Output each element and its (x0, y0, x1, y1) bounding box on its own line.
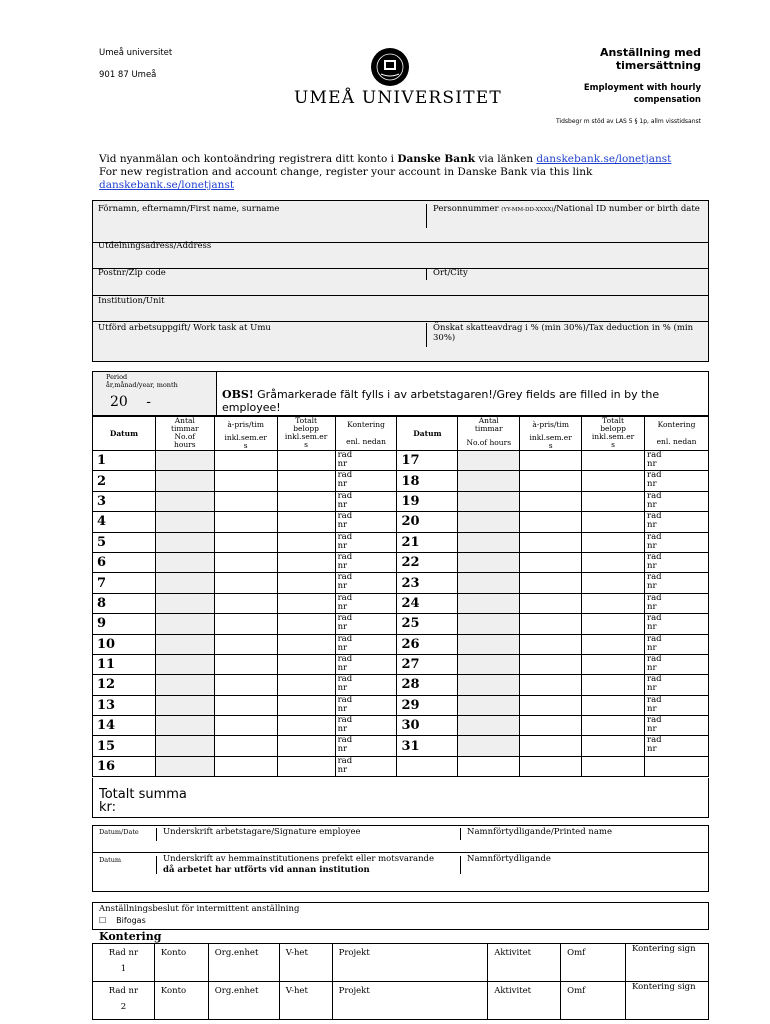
total-cell[interactable] (277, 512, 335, 532)
day-label: 7 (93, 573, 156, 593)
printed-name-field[interactable]: Namnförtydligande/Printed name (467, 827, 612, 837)
personal-details-box (92, 200, 709, 362)
account-cell[interactable]: rad nr (335, 512, 397, 532)
university-logo-text: UMEÅ UNIVERSITET (294, 88, 502, 108)
day-label: 11 (93, 654, 156, 674)
work-task-field[interactable]: Utförd arbetsuppgift/ Work task at Umu (98, 323, 271, 333)
col-account: Kontering enl. nedan (335, 417, 397, 451)
total-cell[interactable] (582, 614, 645, 634)
day-label: 19 (397, 491, 458, 511)
form-title-sv-line2: timersättning (615, 59, 701, 72)
period-dash: - (146, 394, 152, 410)
kontering-rad-nr: Rad nr 1 (93, 944, 155, 982)
kontering-field[interactable]: Kontering sign (626, 982, 709, 1020)
hours-input[interactable] (458, 695, 520, 715)
rate-cell[interactable] (214, 593, 277, 613)
rate-cell[interactable] (520, 634, 582, 654)
hours-input[interactable] (458, 593, 520, 613)
kontering-field[interactable]: Aktivitet (488, 982, 561, 1020)
hours-input[interactable] (458, 716, 520, 736)
rate-cell[interactable] (520, 736, 582, 756)
col-total-2: Totalt belopp inkl.sem.er s (582, 417, 645, 451)
hours-input[interactable] (155, 736, 214, 756)
kontering-field[interactable]: Org.enhet (208, 944, 279, 982)
total-section (92, 778, 709, 818)
attached-label: Bifogas (116, 916, 146, 925)
kontering-field[interactable]: Omf (561, 982, 626, 1020)
rate-cell[interactable] (214, 552, 277, 572)
day-label: 3 (93, 491, 156, 511)
day-label: 5 (93, 532, 156, 552)
total-cell[interactable] (277, 573, 335, 593)
total-cell[interactable] (277, 614, 335, 634)
institution-field[interactable]: Institution/Unit (98, 296, 165, 306)
kontering-field[interactable]: V-het (279, 982, 332, 1020)
form-title-en (584, 82, 701, 106)
hours-input[interactable] (458, 451, 520, 471)
col-rate: à-pris/tim inkl.sem.er s (214, 417, 277, 451)
hours-input[interactable] (155, 451, 214, 471)
rate-cell[interactable] (520, 695, 582, 715)
day-label: 4 (93, 512, 156, 532)
account-cell[interactable]: rad nr (335, 634, 397, 654)
hours-input[interactable] (155, 695, 214, 715)
total-cell[interactable] (582, 451, 645, 471)
account-cell[interactable]: rad nr (335, 654, 397, 674)
total-cell[interactable] (277, 675, 335, 695)
danske-bank-link[interactable]: danskebank.se/lonetjanst (536, 153, 672, 165)
total-cell[interactable] (582, 654, 645, 674)
day-label: 30 (397, 716, 458, 736)
total-cell[interactable] (582, 736, 645, 756)
day-label: 25 (397, 614, 458, 634)
rate-cell[interactable] (520, 491, 582, 511)
account-cell[interactable]: rad nr (335, 614, 397, 634)
hours-input[interactable] (155, 614, 214, 634)
table-row (93, 491, 709, 511)
kontering-row (93, 982, 709, 1020)
total-cell[interactable] (277, 532, 335, 552)
account-cell[interactable]: rad nr (645, 675, 709, 695)
day-label: 20 (397, 512, 458, 532)
table-row (93, 716, 709, 736)
hours-input[interactable] (458, 552, 520, 572)
day-label: 24 (397, 593, 458, 613)
rate-cell[interactable] (214, 471, 277, 491)
hours-input[interactable] (155, 512, 214, 532)
obs-label: OBS! (222, 388, 254, 401)
account-cell[interactable]: rad nr (335, 716, 397, 736)
hours-input[interactable] (155, 471, 214, 491)
hours-input[interactable] (155, 573, 214, 593)
day-label: 23 (397, 573, 458, 593)
address-field[interactable]: Utdelningsadress/Address (98, 241, 212, 251)
day-label: 9 (93, 614, 156, 634)
total-cell[interactable] (277, 736, 335, 756)
table-row (93, 634, 709, 654)
day-label: 21 (397, 532, 458, 552)
rate-cell[interactable] (214, 532, 277, 552)
account-cell[interactable]: rad nr (335, 471, 397, 491)
rate-cell[interactable] (214, 654, 277, 674)
checkbox-icon[interactable]: ☐ (99, 916, 107, 925)
form-title-sv-line1: Anställning med (599, 46, 701, 59)
hours-input[interactable] (458, 471, 520, 491)
kontering-field[interactable]: Projekt (332, 944, 488, 982)
day-label: 2 (93, 471, 156, 491)
col-hours: Antal timmar No.of hours (155, 417, 214, 451)
table-row (93, 532, 709, 552)
prefect-signature-field[interactable]: Underskrift av hemmainstitutionens prefekt eller motsvarande då arbetet har utförts vid annan institution (163, 854, 435, 875)
intro-text (99, 153, 709, 192)
table-row (93, 593, 709, 613)
intro-sv-mid: via länken (475, 153, 537, 165)
kontering-field[interactable]: Projekt (332, 982, 488, 1020)
table-row (93, 573, 709, 593)
col-hours-2: Antal timmar No.of hours (458, 417, 520, 451)
table-row (93, 512, 709, 532)
col-rate-2: à-pris/tim inkl.sem.er s (520, 417, 582, 451)
total-cell[interactable] (277, 756, 335, 776)
day-label: 22 (397, 552, 458, 572)
time-table (92, 416, 709, 777)
kontering-row (93, 944, 709, 982)
day-label: 29 (397, 695, 458, 715)
total-cell[interactable] (582, 471, 645, 491)
total-cell[interactable] (582, 593, 645, 613)
hours-input[interactable] (155, 532, 214, 552)
empty-cell (458, 756, 520, 776)
total-cell[interactable] (277, 654, 335, 674)
kontering-field[interactable]: Konto (154, 944, 208, 982)
total-cell[interactable] (277, 471, 335, 491)
hours-input[interactable] (458, 491, 520, 511)
legal-note: Tidsbegr m stöd av LAS 5 § 1p, allm visstidsanst (555, 118, 701, 125)
day-label: 8 (93, 593, 156, 613)
kontering-rad-nr: Rad nr 2 (93, 982, 155, 1020)
total-cell[interactable] (277, 552, 335, 572)
account-cell[interactable]: rad nr (645, 451, 709, 471)
total-cell[interactable] (277, 695, 335, 715)
total-cell[interactable] (582, 573, 645, 593)
empty-cell (582, 756, 645, 776)
total-cell[interactable] (277, 593, 335, 613)
hours-input[interactable] (155, 634, 214, 654)
form-title-en-line1: Employment with hourly (583, 83, 701, 93)
zip-field[interactable]: Postnr/Zip code (98, 268, 166, 278)
signature-date-label: Datum/Date (99, 828, 139, 836)
hours-input[interactable] (155, 552, 214, 572)
day-label: 15 (93, 736, 156, 756)
hours-input[interactable] (155, 491, 214, 511)
pnr-format: (YY-MM-DD-XXXX) (501, 207, 554, 213)
day-label: 12 (93, 675, 156, 695)
day-label: 10 (93, 634, 156, 654)
kontering-field[interactable]: Konto (154, 982, 208, 1020)
form-title-en-line2: compensation (633, 95, 701, 105)
rate-cell[interactable] (520, 573, 582, 593)
hours-input[interactable] (458, 654, 520, 674)
kontering-field[interactable]: Kontering sign (626, 944, 709, 982)
account-cell[interactable]: rad nr (645, 491, 709, 511)
total-cell[interactable] (582, 552, 645, 572)
tax-deduction-field[interactable]: Önskat skatteavdrag i % (min 30%)/Tax deduction in % (min 30%) (433, 323, 694, 343)
day-label: 14 (93, 716, 156, 736)
rate-cell[interactable] (214, 675, 277, 695)
account-cell[interactable]: rad nr (335, 573, 397, 593)
rate-cell[interactable] (520, 675, 582, 695)
total-cell[interactable] (582, 512, 645, 532)
hours-input[interactable] (458, 532, 520, 552)
form-title-sv (600, 46, 701, 72)
kontering-table (92, 943, 709, 1020)
total-label: Totalt summa kr: (99, 787, 187, 815)
national-id-field[interactable] (433, 204, 705, 215)
rate-cell[interactable] (214, 695, 277, 715)
period-year-prefix: 20 (110, 394, 128, 410)
kontering-field[interactable]: V-het (279, 944, 332, 982)
total-cell[interactable] (582, 675, 645, 695)
account-cell[interactable]: rad nr (335, 451, 397, 471)
total-cell[interactable] (582, 634, 645, 654)
rate-cell[interactable] (520, 593, 582, 613)
rate-cell[interactable] (214, 634, 277, 654)
day-label: 1 (93, 451, 156, 471)
signature-date-label-2: Datum (99, 856, 122, 864)
university-seal-icon (370, 47, 410, 87)
total-cell[interactable] (277, 491, 335, 511)
university-name: Umeå universitet (99, 48, 173, 58)
day-label: 27 (397, 654, 458, 674)
account-cell[interactable]: rad nr (645, 532, 709, 552)
intro-sv-prefix: Vid nyanmälan och kontoändring registrera ditt konto i (99, 153, 398, 165)
total-cell[interactable] (277, 716, 335, 736)
col-account-2: Kontering enl. nedan (645, 417, 709, 451)
decision-label: Anställningsbeslut för intermittent anställning (99, 904, 300, 914)
kontering-field[interactable]: Omf (561, 944, 626, 982)
account-cell[interactable]: rad nr (335, 552, 397, 572)
period-field[interactable] (93, 372, 217, 415)
table-row (93, 695, 709, 715)
rate-cell[interactable] (214, 756, 277, 776)
account-cell[interactable]: rad nr (335, 532, 397, 552)
intro-en-line: For new registration and account change, register your account in Danske Bank via this link (99, 166, 593, 178)
rate-cell[interactable] (214, 573, 277, 593)
day-label: 13 (93, 695, 156, 715)
rate-cell[interactable] (520, 532, 582, 552)
empty-cell (520, 756, 582, 776)
col-date-2: Datum (397, 417, 458, 451)
pnr-label-2: /National ID number or birth date (553, 204, 700, 214)
table-header-row (93, 417, 709, 451)
account-cell[interactable]: rad nr (645, 695, 709, 715)
account-cell[interactable]: rad nr (335, 491, 397, 511)
account-cell[interactable]: rad nr (645, 614, 709, 634)
total-cell[interactable] (582, 532, 645, 552)
hours-input[interactable] (155, 593, 214, 613)
rate-cell[interactable] (214, 491, 277, 511)
total-cell[interactable] (582, 491, 645, 511)
account-cell[interactable]: rad nr (335, 736, 397, 756)
total-cell[interactable] (277, 634, 335, 654)
kontering-title: Kontering (99, 930, 162, 943)
rate-cell[interactable] (214, 614, 277, 634)
table-row (93, 736, 709, 756)
hours-input[interactable] (458, 736, 520, 756)
total-cell[interactable] (582, 695, 645, 715)
table-row (93, 451, 709, 471)
attached-checkbox[interactable] (99, 916, 146, 925)
postal-address: 901 87 Umeå (99, 70, 157, 80)
employee-signature-field[interactable]: Underskrift arbetstagare/Signature employee (163, 827, 361, 837)
kontering-field[interactable]: Org.enhet (208, 982, 279, 1020)
hours-input[interactable] (155, 654, 214, 674)
rate-cell[interactable] (520, 512, 582, 532)
day-label: 18 (397, 471, 458, 491)
city-field[interactable]: Ort/City (433, 268, 468, 278)
rate-cell[interactable] (214, 716, 277, 736)
total-cell[interactable] (277, 451, 335, 471)
col-date: Datum (93, 417, 156, 451)
hours-input[interactable] (155, 675, 214, 695)
rate-cell[interactable] (520, 451, 582, 471)
table-row (93, 614, 709, 634)
empty-cell (397, 756, 458, 776)
day-label: 26 (397, 634, 458, 654)
total-cell[interactable] (582, 716, 645, 736)
account-cell[interactable]: rad nr (645, 593, 709, 613)
period-label: Period (106, 373, 128, 381)
account-cell[interactable]: rad nr (335, 593, 397, 613)
col-total: Totalt belopp inkl.sem.er s (277, 417, 335, 451)
hours-input[interactable] (458, 512, 520, 532)
day-label: 28 (397, 675, 458, 695)
account-cell[interactable]: rad nr (645, 471, 709, 491)
hours-input[interactable] (458, 675, 520, 695)
hours-input[interactable] (458, 573, 520, 593)
account-cell[interactable]: rad nr (645, 654, 709, 674)
rate-cell[interactable] (520, 614, 582, 634)
account-cell[interactable]: rad nr (335, 675, 397, 695)
decision-section (92, 902, 709, 930)
obs-text: Gråmarkerade fält fylls i av arbetstagaren!/Grey fields are filled in by the employee! (222, 388, 660, 414)
account-cell[interactable]: rad nr (645, 736, 709, 756)
pnr-label: Personnummer (433, 204, 502, 214)
rate-cell[interactable] (520, 716, 582, 736)
account-cell[interactable]: rad nr (645, 552, 709, 572)
account-cell[interactable]: rad nr (335, 695, 397, 715)
signature-section (92, 825, 709, 892)
day-label: 31 (397, 736, 458, 756)
rate-cell[interactable] (214, 736, 277, 756)
period-section (92, 371, 709, 416)
account-cell[interactable]: rad nr (645, 634, 709, 654)
kontering-field[interactable]: Aktivitet (488, 944, 561, 982)
rate-cell[interactable] (214, 512, 277, 532)
hours-input[interactable] (155, 756, 214, 776)
hours-input[interactable] (458, 634, 520, 654)
rate-cell[interactable] (214, 451, 277, 471)
empty-cell (645, 756, 709, 776)
rate-cell[interactable] (520, 654, 582, 674)
day-label: 6 (93, 552, 156, 572)
period-sublabel: år,månad/year, month (106, 381, 178, 389)
table-row (93, 675, 709, 695)
account-cell[interactable]: rad nr (645, 512, 709, 532)
name-field[interactable]: Förnamn, efternamn/First name, surname (98, 204, 280, 214)
account-cell[interactable]: rad nr (335, 756, 397, 776)
day-label: 16 (93, 756, 156, 776)
account-cell[interactable]: rad nr (645, 716, 709, 736)
intro-bank-name: Danske Bank (397, 153, 476, 165)
printed-name-field-2[interactable]: Namnförtydligande (467, 854, 551, 864)
table-row (93, 552, 709, 572)
table-row (93, 654, 709, 674)
rate-cell[interactable] (520, 552, 582, 572)
rate-cell[interactable] (520, 471, 582, 491)
hours-input[interactable] (458, 614, 520, 634)
day-label: 17 (397, 451, 458, 471)
danske-bank-link-2[interactable]: danskebank.se/lonetjanst (99, 179, 235, 191)
table-row (93, 471, 709, 491)
obs-notice (222, 388, 708, 414)
hours-input[interactable] (155, 716, 214, 736)
account-cell[interactable]: rad nr (645, 573, 709, 593)
table-row (93, 756, 709, 776)
